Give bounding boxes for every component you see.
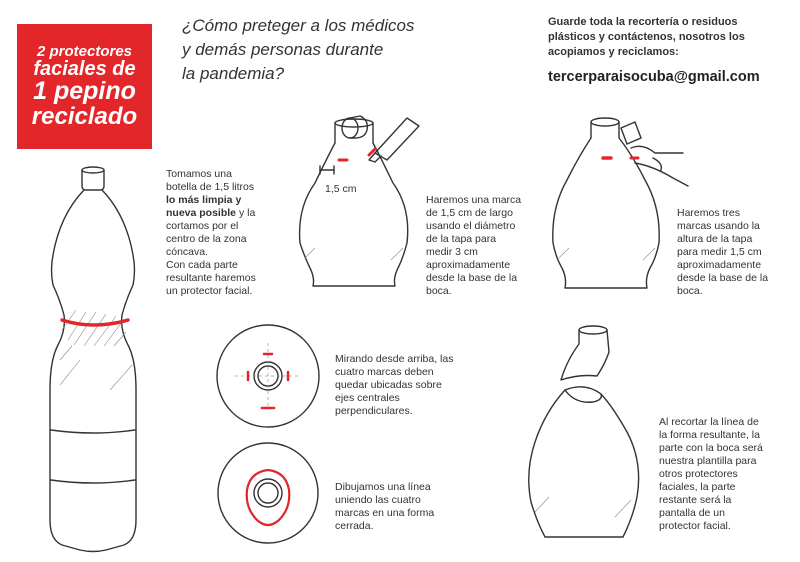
step-3-line: Haremos tres bbox=[677, 207, 741, 219]
recycling-note: Guarde toda la recortería o residuos plásticos y contáctenos, nosotros los acopiamos y reciclamos: bbox=[548, 16, 745, 58]
step-2-line: medir 3 cm bbox=[426, 246, 478, 258]
step-1-line: cortamos por el bbox=[166, 220, 239, 232]
step-4-line: Mirando desde arriba, las bbox=[335, 353, 454, 365]
step-1-line: Con cada parte bbox=[166, 259, 238, 271]
step-3-line: desde la base de la bbox=[677, 272, 769, 284]
step-2-text bbox=[426, 194, 538, 298]
step-4-line: perpendiculares. bbox=[335, 405, 413, 417]
step-6-line: nuestra plantilla para bbox=[659, 455, 757, 467]
badge-line-3: 1 pepino bbox=[33, 77, 136, 106]
step-1-line: cóncava. bbox=[166, 246, 209, 258]
step-2-line: usando el diámetro bbox=[426, 220, 516, 232]
title-badge bbox=[17, 24, 152, 149]
step-3-line: altura de la tapa bbox=[677, 233, 753, 245]
dimension-label: 1,5 cm bbox=[325, 183, 357, 195]
badge-line-2: faciales de bbox=[33, 57, 136, 80]
step-3-line: boca. bbox=[677, 285, 703, 297]
step-3-line: marcas usando la bbox=[677, 220, 760, 232]
bottle-top-with-hand-illustration bbox=[543, 108, 693, 298]
step-4-text bbox=[335, 353, 475, 418]
step-6-line: la forma resultante, la bbox=[659, 429, 760, 441]
step-6-line: pantalla de un bbox=[659, 507, 725, 519]
step-1-bold: nueva posible bbox=[166, 207, 237, 219]
step-3-text bbox=[677, 207, 789, 298]
title-line-2: y demás personas durante bbox=[182, 40, 384, 59]
step-3-line: aproximadamente bbox=[677, 259, 762, 271]
step-6-line: protector facial. bbox=[659, 520, 731, 532]
top-view-closed-shape-illustration bbox=[215, 440, 325, 550]
step-4-line: ejes centrales bbox=[335, 392, 400, 404]
badge-line-1: 2 protectores bbox=[36, 42, 133, 60]
step-5-line: uniendo las cuatro bbox=[335, 494, 421, 506]
step-5-line: Dibujamos una línea bbox=[335, 481, 431, 493]
step-4-line: quedar ubicadas sobre bbox=[335, 379, 442, 391]
cut-template-and-shield-illustration bbox=[505, 322, 655, 552]
step-1-line: un protector facial. bbox=[166, 285, 253, 297]
step-5-line: marcas en una forma bbox=[335, 507, 435, 519]
step-6-line: otros protectores bbox=[659, 468, 738, 480]
step-5-text bbox=[335, 481, 465, 533]
step-2-line: de la tapa para bbox=[426, 233, 497, 245]
step-6-line: restante será la bbox=[659, 494, 732, 506]
title-line-1: ¿Cómo preteger a los médicos bbox=[182, 16, 415, 35]
step-4-line: cuatro marcas deben bbox=[335, 366, 434, 378]
step-5-line: cerrada. bbox=[335, 520, 374, 532]
title-line-3: la pandemia? bbox=[182, 64, 285, 83]
step-1-line: y la bbox=[238, 207, 256, 219]
badge-line-4: reciclado bbox=[31, 102, 138, 130]
top-view-four-marks-illustration bbox=[215, 320, 325, 430]
question-title bbox=[182, 14, 472, 86]
step-1-text bbox=[166, 168, 278, 298]
step-6-text bbox=[659, 416, 784, 533]
full-bottle-illustration bbox=[40, 160, 165, 560]
step-2-line: de 1,5 cm de largo bbox=[426, 207, 513, 219]
step-3-line: para medir 1,5 cm bbox=[677, 246, 762, 258]
step-1-bold: lo más limpia y bbox=[166, 194, 242, 206]
step-1-line: botella de 1,5 litros bbox=[166, 181, 255, 193]
step-6-line: Al recortar la línea de bbox=[659, 416, 759, 428]
step-2-line: desde la base de la bbox=[426, 272, 518, 284]
step-2-line: boca. bbox=[426, 285, 452, 297]
step-2-line: Haremos una marca bbox=[426, 194, 522, 206]
contact-email[interactable]: tercerparaisocuba@gmail.com bbox=[548, 69, 760, 85]
step-2-line: aproximadamente bbox=[426, 259, 511, 271]
step-6-line: parte con la boca será bbox=[659, 442, 763, 454]
step-1-line: Tomamos una bbox=[166, 168, 232, 180]
step-1-line: resultante haremos bbox=[166, 272, 256, 284]
step-6-line: faciales, la parte bbox=[659, 481, 736, 493]
step-1-line: centro de la zona bbox=[166, 233, 247, 245]
bottle-top-with-cap-illustration bbox=[295, 108, 430, 298]
